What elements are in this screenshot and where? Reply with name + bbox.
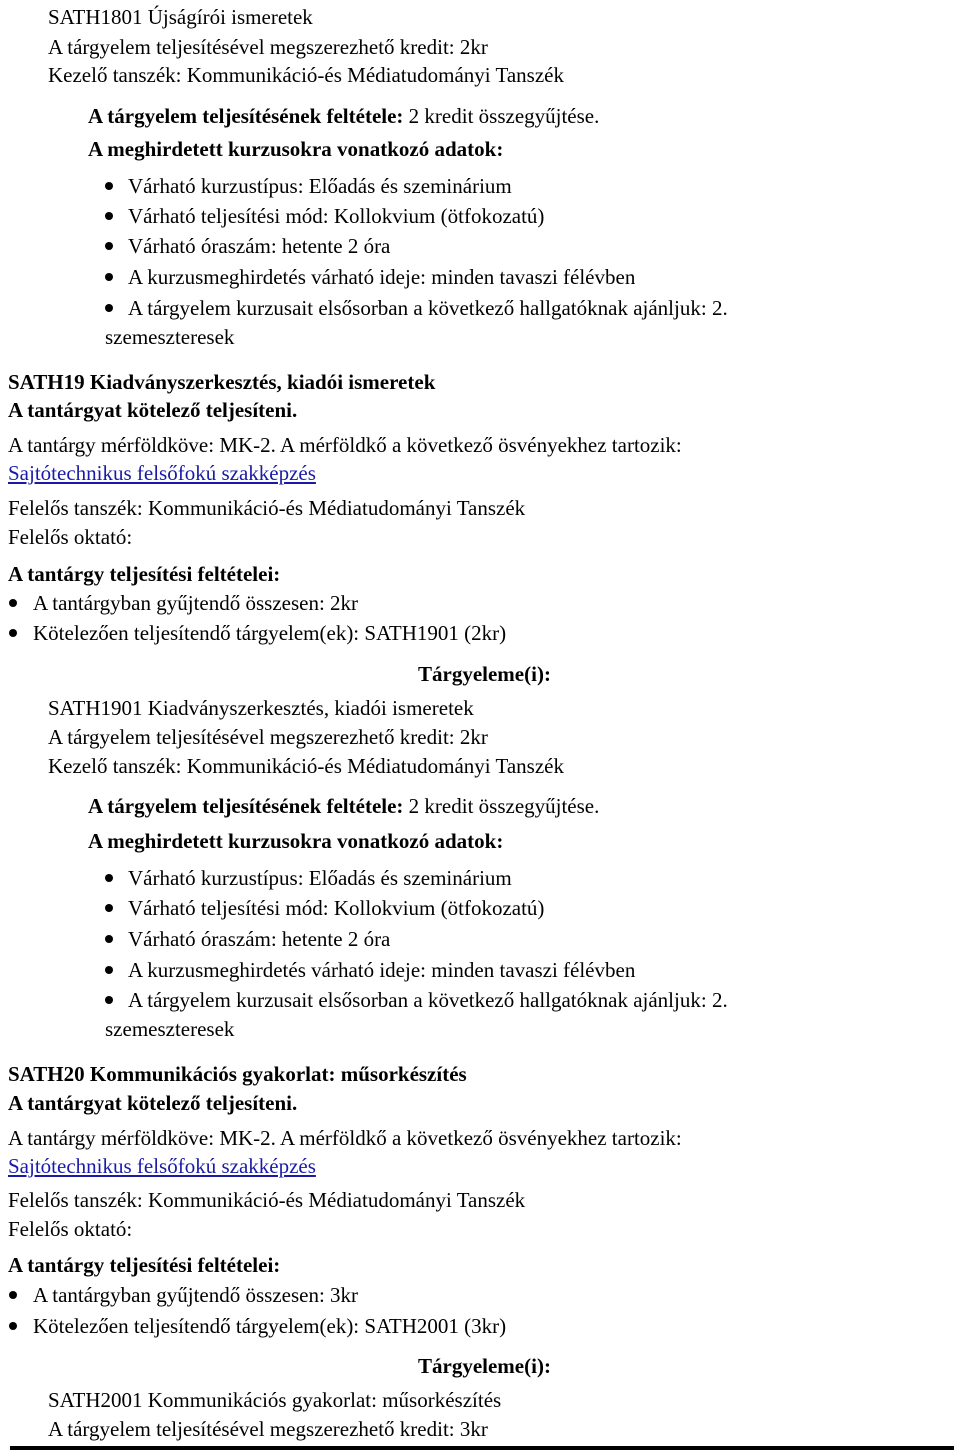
courses-heading: A meghirdetett kurzusokra vonatkozó adatok: xyxy=(88,829,504,853)
bullet-icon xyxy=(105,935,113,943)
subject-dept-line: Kezelő tanszék: Kommunikáció-és Médiatudományi Tanszék xyxy=(48,63,564,87)
course-item: Várható teljesítési mód: Kollokvium (ötfokozatú) xyxy=(128,896,545,920)
lecturer-line: Felelős oktató: xyxy=(8,525,133,549)
bullet-icon xyxy=(105,874,113,882)
course-item: Várható óraszám: hetente 2 óra xyxy=(128,234,391,258)
bullet-icon xyxy=(105,182,113,190)
condition-item: Kötelezően teljesítendő tárgyelem(ek): SATH2001 (3kr) xyxy=(33,1314,507,1338)
subjects-heading: Tárgyeleme(i): xyxy=(418,1354,551,1378)
milestone-line: A tantárgy mérföldköve: MK-2. A mérföldkő a következő ösvényekhez tartozik: xyxy=(8,433,682,457)
condition-item: A tantárgyban gyűjtendő összesen: 2kr xyxy=(33,591,359,615)
course-title: SATH19 Kiadványszerkesztés, kiadói ismeretek xyxy=(8,370,436,394)
path-link[interactable]: Sajtótechnikus felsőfokú szakképzés xyxy=(8,1154,316,1178)
course-item: Várható óraszám: hetente 2 óra xyxy=(128,927,391,951)
course-status: A tantárgyat kötelező teljesíteni. xyxy=(8,1091,298,1115)
course-item: A kurzusmeghirdetés várható ideje: minden tavaszi félévben xyxy=(128,958,636,982)
subject-requirement xyxy=(88,794,599,818)
course-item-continuation: szemeszteresek xyxy=(105,325,235,349)
subject-code-title: SATH1801 Újságírói ismeretek xyxy=(48,5,313,29)
course-item-continuation: szemeszteresek xyxy=(105,1017,235,1041)
course-item: Várható kurzustípus: Előadás és szeminárium xyxy=(128,866,512,890)
course-status: A tantárgyat kötelező teljesíteni. xyxy=(8,398,298,422)
course-item: A tárgyelem kurzusait elsősorban a következő hallgatóknak ajánljuk: 2. xyxy=(128,988,728,1012)
subject-code-title: SATH2001 Kommunikációs gyakorlat: műsorkészítés xyxy=(48,1388,502,1412)
subject-credit-line: A tárgyelem teljesítésével megszerezhető kredit: 2kr xyxy=(48,35,488,59)
requirement-label: A tárgyelem teljesítésének feltétele: xyxy=(88,104,404,128)
subjects-heading: Tárgyeleme(i): xyxy=(418,662,551,686)
bullet-icon xyxy=(105,304,113,312)
bullet-icon xyxy=(105,242,113,250)
course-item: Várható kurzustípus: Előadás és szeminárium xyxy=(128,174,512,198)
bullet-icon xyxy=(105,904,113,912)
subject-requirement xyxy=(88,104,599,128)
condition-item: A tantárgyban gyűjtendő összesen: 3kr xyxy=(33,1283,359,1307)
milestone-line: A tantárgy mérföldköve: MK-2. A mérföldkő a következő ösvényekhez tartozik: xyxy=(8,1126,682,1150)
page-bottom-rule xyxy=(10,1446,954,1450)
conditions-heading: A tantárgy teljesítési feltételei: xyxy=(8,1253,281,1277)
subject-credit-line: A tárgyelem teljesítésével megszerezhető kredit: 2kr xyxy=(48,725,488,749)
course-item: A kurzusmeghirdetés várható ideje: minden tavaszi félévben xyxy=(128,265,636,289)
conditions-heading: A tantárgy teljesítési feltételei: xyxy=(8,562,281,586)
bullet-icon xyxy=(9,629,17,637)
course-item: A tárgyelem kurzusait elsősorban a következő hallgatóknak ajánljuk: 2. xyxy=(128,296,728,320)
path-link[interactable]: Sajtótechnikus felsőfokú szakképzés xyxy=(8,461,316,485)
requirement-value: 2 kredit összegyűjtése. xyxy=(403,794,600,818)
dept-line: Felelős tanszék: Kommunikáció-és Médiatudományi Tanszék xyxy=(8,1188,526,1212)
requirement-value: 2 kredit összegyűjtése. xyxy=(403,104,600,128)
courses-heading: A meghirdetett kurzusokra vonatkozó adatok: xyxy=(88,137,504,161)
bullet-icon xyxy=(105,966,113,974)
bullet-icon xyxy=(9,599,17,607)
lecturer-line: Felelős oktató: xyxy=(8,1217,133,1241)
subject-dept-line: Kezelő tanszék: Kommunikáció-és Médiatudományi Tanszék xyxy=(48,754,564,778)
bullet-icon xyxy=(9,1322,17,1330)
bullet-icon xyxy=(105,996,113,1004)
subject-code-title: SATH1901 Kiadványszerkesztés, kiadói ismeretek xyxy=(48,696,474,720)
subject-credit-line: A tárgyelem teljesítésével megszerezhető kredit: 3kr xyxy=(48,1417,488,1441)
bullet-icon xyxy=(105,212,113,220)
course-title: SATH20 Kommunikációs gyakorlat: műsorkészítés xyxy=(8,1062,467,1086)
course-item: Várható teljesítési mód: Kollokvium (ötfokozatú) xyxy=(128,204,545,228)
condition-item: Kötelezően teljesítendő tárgyelem(ek): SATH1901 (2kr) xyxy=(33,621,507,645)
dept-line: Felelős tanszék: Kommunikáció-és Médiatudományi Tanszék xyxy=(8,496,526,520)
requirement-label: A tárgyelem teljesítésének feltétele: xyxy=(88,794,404,818)
bullet-icon xyxy=(9,1291,17,1299)
bullet-icon xyxy=(105,273,113,281)
